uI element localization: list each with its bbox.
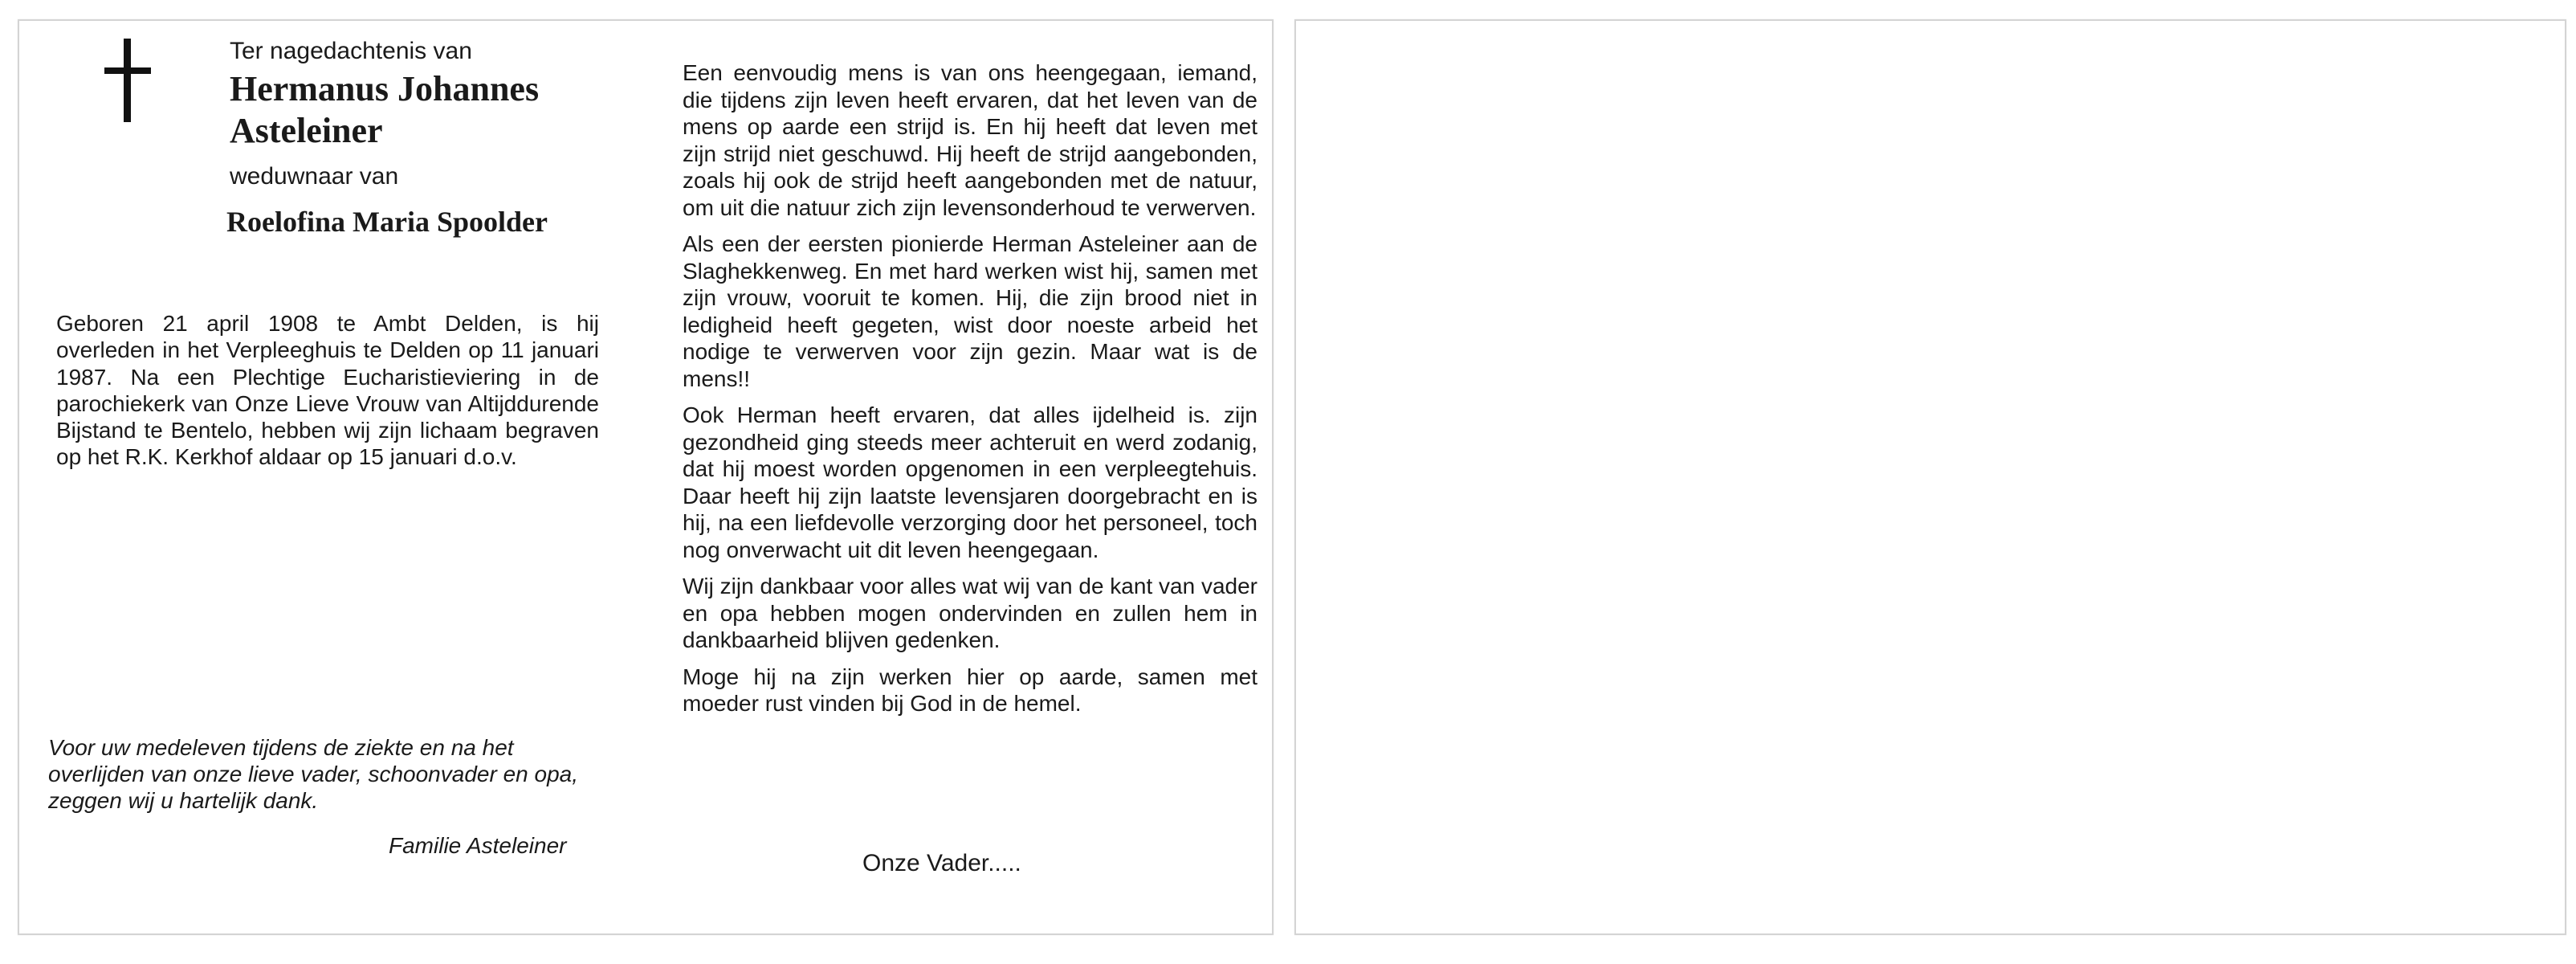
eulogy-paragraph: Als een der eersten pionierde Herman Asteleiner aan de Slaghekkenweg. En met hard werken wist hij, samen met zijn vrouw, vooruit te komen. Hij, die zijn brood niet in ledigheid heeft gegeten, wist door noeste arbeid het nodige te verwerven voor zijn gezin. Maar wat is de mens!! bbox=[683, 231, 1257, 391]
family-signature: Familie Asteleiner bbox=[389, 833, 567, 858]
intro-text: Ter nagedachtenis van bbox=[230, 38, 472, 64]
spouse-name: Roelofina Maria Spoolder bbox=[226, 206, 548, 238]
thanks-text: Voor uw medeleven tijdens de ziekte en na het overlijden van onze lieve vader, schoonvader en opa, zeggen wij u hartelijk dank. bbox=[48, 735, 578, 813]
deceased-name-line1: Hermanus Johannes bbox=[230, 69, 540, 108]
memorial-card-back-blank bbox=[1294, 19, 2566, 935]
closing-prayer: Onze Vader..... bbox=[862, 850, 1021, 876]
memorial-card-inside bbox=[18, 19, 1274, 935]
eulogy-paragraph: Moge hij na zijn werken hier op aarde, samen met moeder rust vinden bij God in de hemel. bbox=[683, 664, 1257, 716]
eulogy-paragraph: Ook Herman heeft ervaren, dat alles ijdelheid is. zijn gezondheid ging steeds meer achteruit en werd zodanig, dat hij moest worden opgenomen in een verpleegtehuis. Daar heeft hij zijn laatste levensjaren doorgebracht en is hij, na een liefdevolle verzorging door het personeel, toch nog onverwacht uit dit leven heengegaan. bbox=[683, 402, 1257, 562]
eulogy-paragraph: Wij zijn dankbaar voor alles wat wij van de kant van vader en opa hebben mogen ondervinden en zullen hem in dankbaarheid blijven gedenken. bbox=[683, 574, 1257, 652]
eulogy-column bbox=[683, 59, 1257, 727]
biography-text: Geboren 21 april 1908 te Ambt Delden, is hij overleden in het Verpleeghuis te Delden op 11 januari 1987. Na een Plechtige Eucharistieviering in de parochiekerk van Onze Lieve Vrouw van Altijddurende Bijstand te Bentelo, hebben wij zijn lichaam begraven op het R.K. Kerkhof aldaar op 15 januari d.o.v. bbox=[56, 311, 599, 470]
deceased-name-line2: Asteleiner bbox=[230, 111, 383, 150]
eulogy-paragraph: Een eenvoudig mens is van ons heengegaan, iemand, die tijdens zijn leven heeft ervaren, dat het leven van de mens op aarde een strijd is. En hij heeft dat leven met zijn strijd niet geschuwd. Hij heeft de strijd aangebonden, zoals hij ook de strijd heeft aangebonden met de natuur, om uit die natuur zich zijn levensonderhoud te verwerven. bbox=[683, 60, 1257, 220]
widower-label: weduwnaar van bbox=[230, 163, 399, 190]
